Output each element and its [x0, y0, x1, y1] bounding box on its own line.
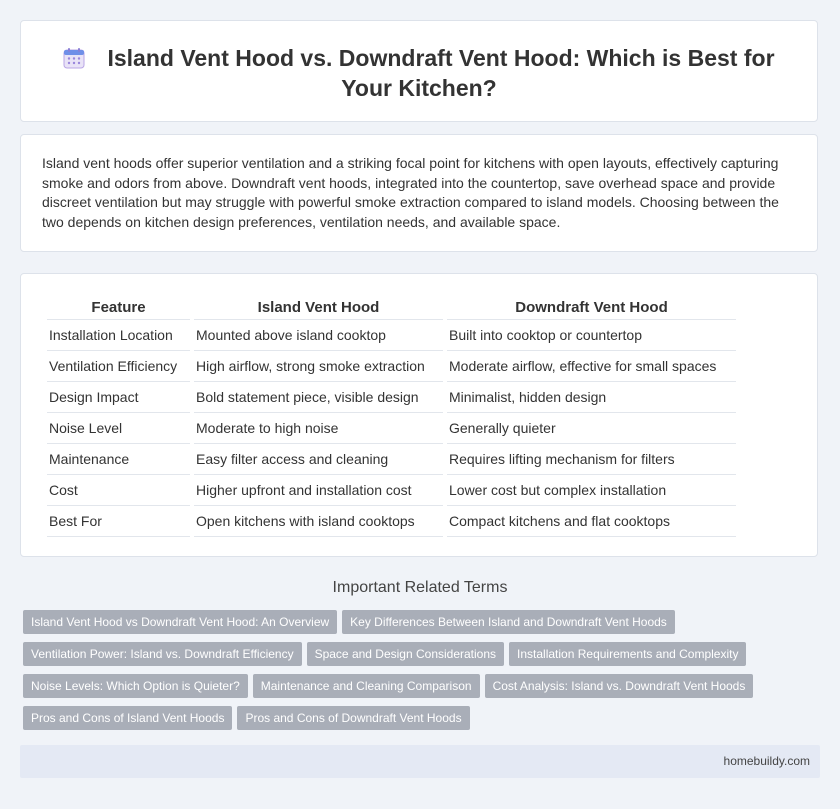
table-cell: Requires lifting mechanism for filters — [447, 444, 736, 475]
header-feature: Feature — [47, 295, 190, 320]
related-term-tag[interactable]: Installation Requirements and Complexity — [509, 642, 746, 666]
tag-row — [23, 706, 783, 730]
table-cell: Bold statement piece, visible design — [194, 382, 443, 413]
comparison-table — [43, 295, 740, 537]
tag-row — [23, 642, 783, 666]
header-card — [20, 20, 818, 122]
intro-card — [20, 134, 818, 252]
related-term-tag[interactable]: Island Vent Hood vs Downdraft Vent Hood: An Overview — [23, 610, 337, 634]
footer-site-link[interactable]: homebuildy.com — [723, 754, 810, 768]
footer — [20, 745, 820, 778]
tag-row — [23, 674, 783, 698]
table-cell: Open kitchens with island cooktops — [194, 506, 443, 537]
table-cell: Maintenance — [47, 444, 190, 475]
table-row — [47, 320, 736, 351]
table-row — [47, 382, 736, 413]
related-term-tag[interactable]: Space and Design Considerations — [307, 642, 504, 666]
related-term-tag[interactable]: Maintenance and Cleaning Comparison — [253, 674, 480, 698]
related-term-tag[interactable]: Pros and Cons of Downdraft Vent Hoods — [237, 706, 469, 730]
table-cell: Minimalist, hidden design — [447, 382, 736, 413]
header-island-vent-hood: Island Vent Hood — [194, 295, 443, 320]
related-term-tag[interactable]: Pros and Cons of Island Vent Hoods — [23, 706, 232, 730]
header-downdraft-vent-hood: Downdraft Vent Hood — [447, 295, 736, 320]
related-term-tag[interactable]: Ventilation Power: Island vs. Downdraft Efficiency — [23, 642, 302, 666]
table-cell: Design Impact — [47, 382, 190, 413]
related-term-tag[interactable]: Key Differences Between Island and Downdraft Vent Hoods — [342, 610, 675, 634]
intro-paragraph: Island vent hoods offer superior ventilation and a striking focal point for kitchens with open layouts, effectively capturing smoke and odors from above. Downdraft vent hoods, integrated into the countertop, save overhead space and provide discreet ventilation but may struggle with powerful smoke extraction compared to island models. Choosing between the two depends on kitchen design preferences, ventilation needs, and available space. — [42, 155, 779, 230]
table-cell: Compact kitchens and flat cooktops — [447, 506, 736, 537]
table-row — [47, 444, 736, 475]
table-cell: Higher upfront and installation cost — [194, 475, 443, 506]
table-row — [47, 413, 736, 444]
related-terms-tags — [23, 610, 783, 738]
related-term-tag[interactable]: Cost Analysis: Island vs. Downdraft Vent Hoods — [485, 674, 754, 698]
table-row — [47, 475, 736, 506]
table-cell: High airflow, strong smoke extraction — [194, 351, 443, 382]
comparison-table-card — [20, 273, 818, 557]
table-cell: Noise Level — [47, 413, 190, 444]
table-cell: Built into cooktop or countertop — [447, 320, 736, 351]
table-cell: Best For — [47, 506, 190, 537]
table-row — [47, 351, 736, 382]
table-cell: Moderate to high noise — [194, 413, 443, 444]
related-terms-title: Important Related Terms — [332, 579, 508, 596]
table-cell: Generally quieter — [447, 413, 736, 444]
tag-row — [23, 610, 783, 634]
table-cell: Ventilation Efficiency — [47, 351, 190, 382]
calendar-icon — [63, 47, 85, 69]
table-cell: Mounted above island cooktop — [194, 320, 443, 351]
page-title: Island Vent Hood vs. Downdraft Vent Hood: Which is Best for Your Kitchen? — [107, 45, 775, 101]
table-cell: Moderate airflow, effective for small spaces — [447, 351, 736, 382]
table-cell: Easy filter access and cleaning — [194, 444, 443, 475]
table-header-row — [47, 295, 736, 320]
related-term-tag[interactable]: Noise Levels: Which Option is Quieter? — [23, 674, 248, 698]
table-cell: Installation Location — [47, 320, 190, 351]
table-cell: Lower cost but complex installation — [447, 475, 736, 506]
table-row — [47, 506, 736, 537]
table-cell: Cost — [47, 475, 190, 506]
